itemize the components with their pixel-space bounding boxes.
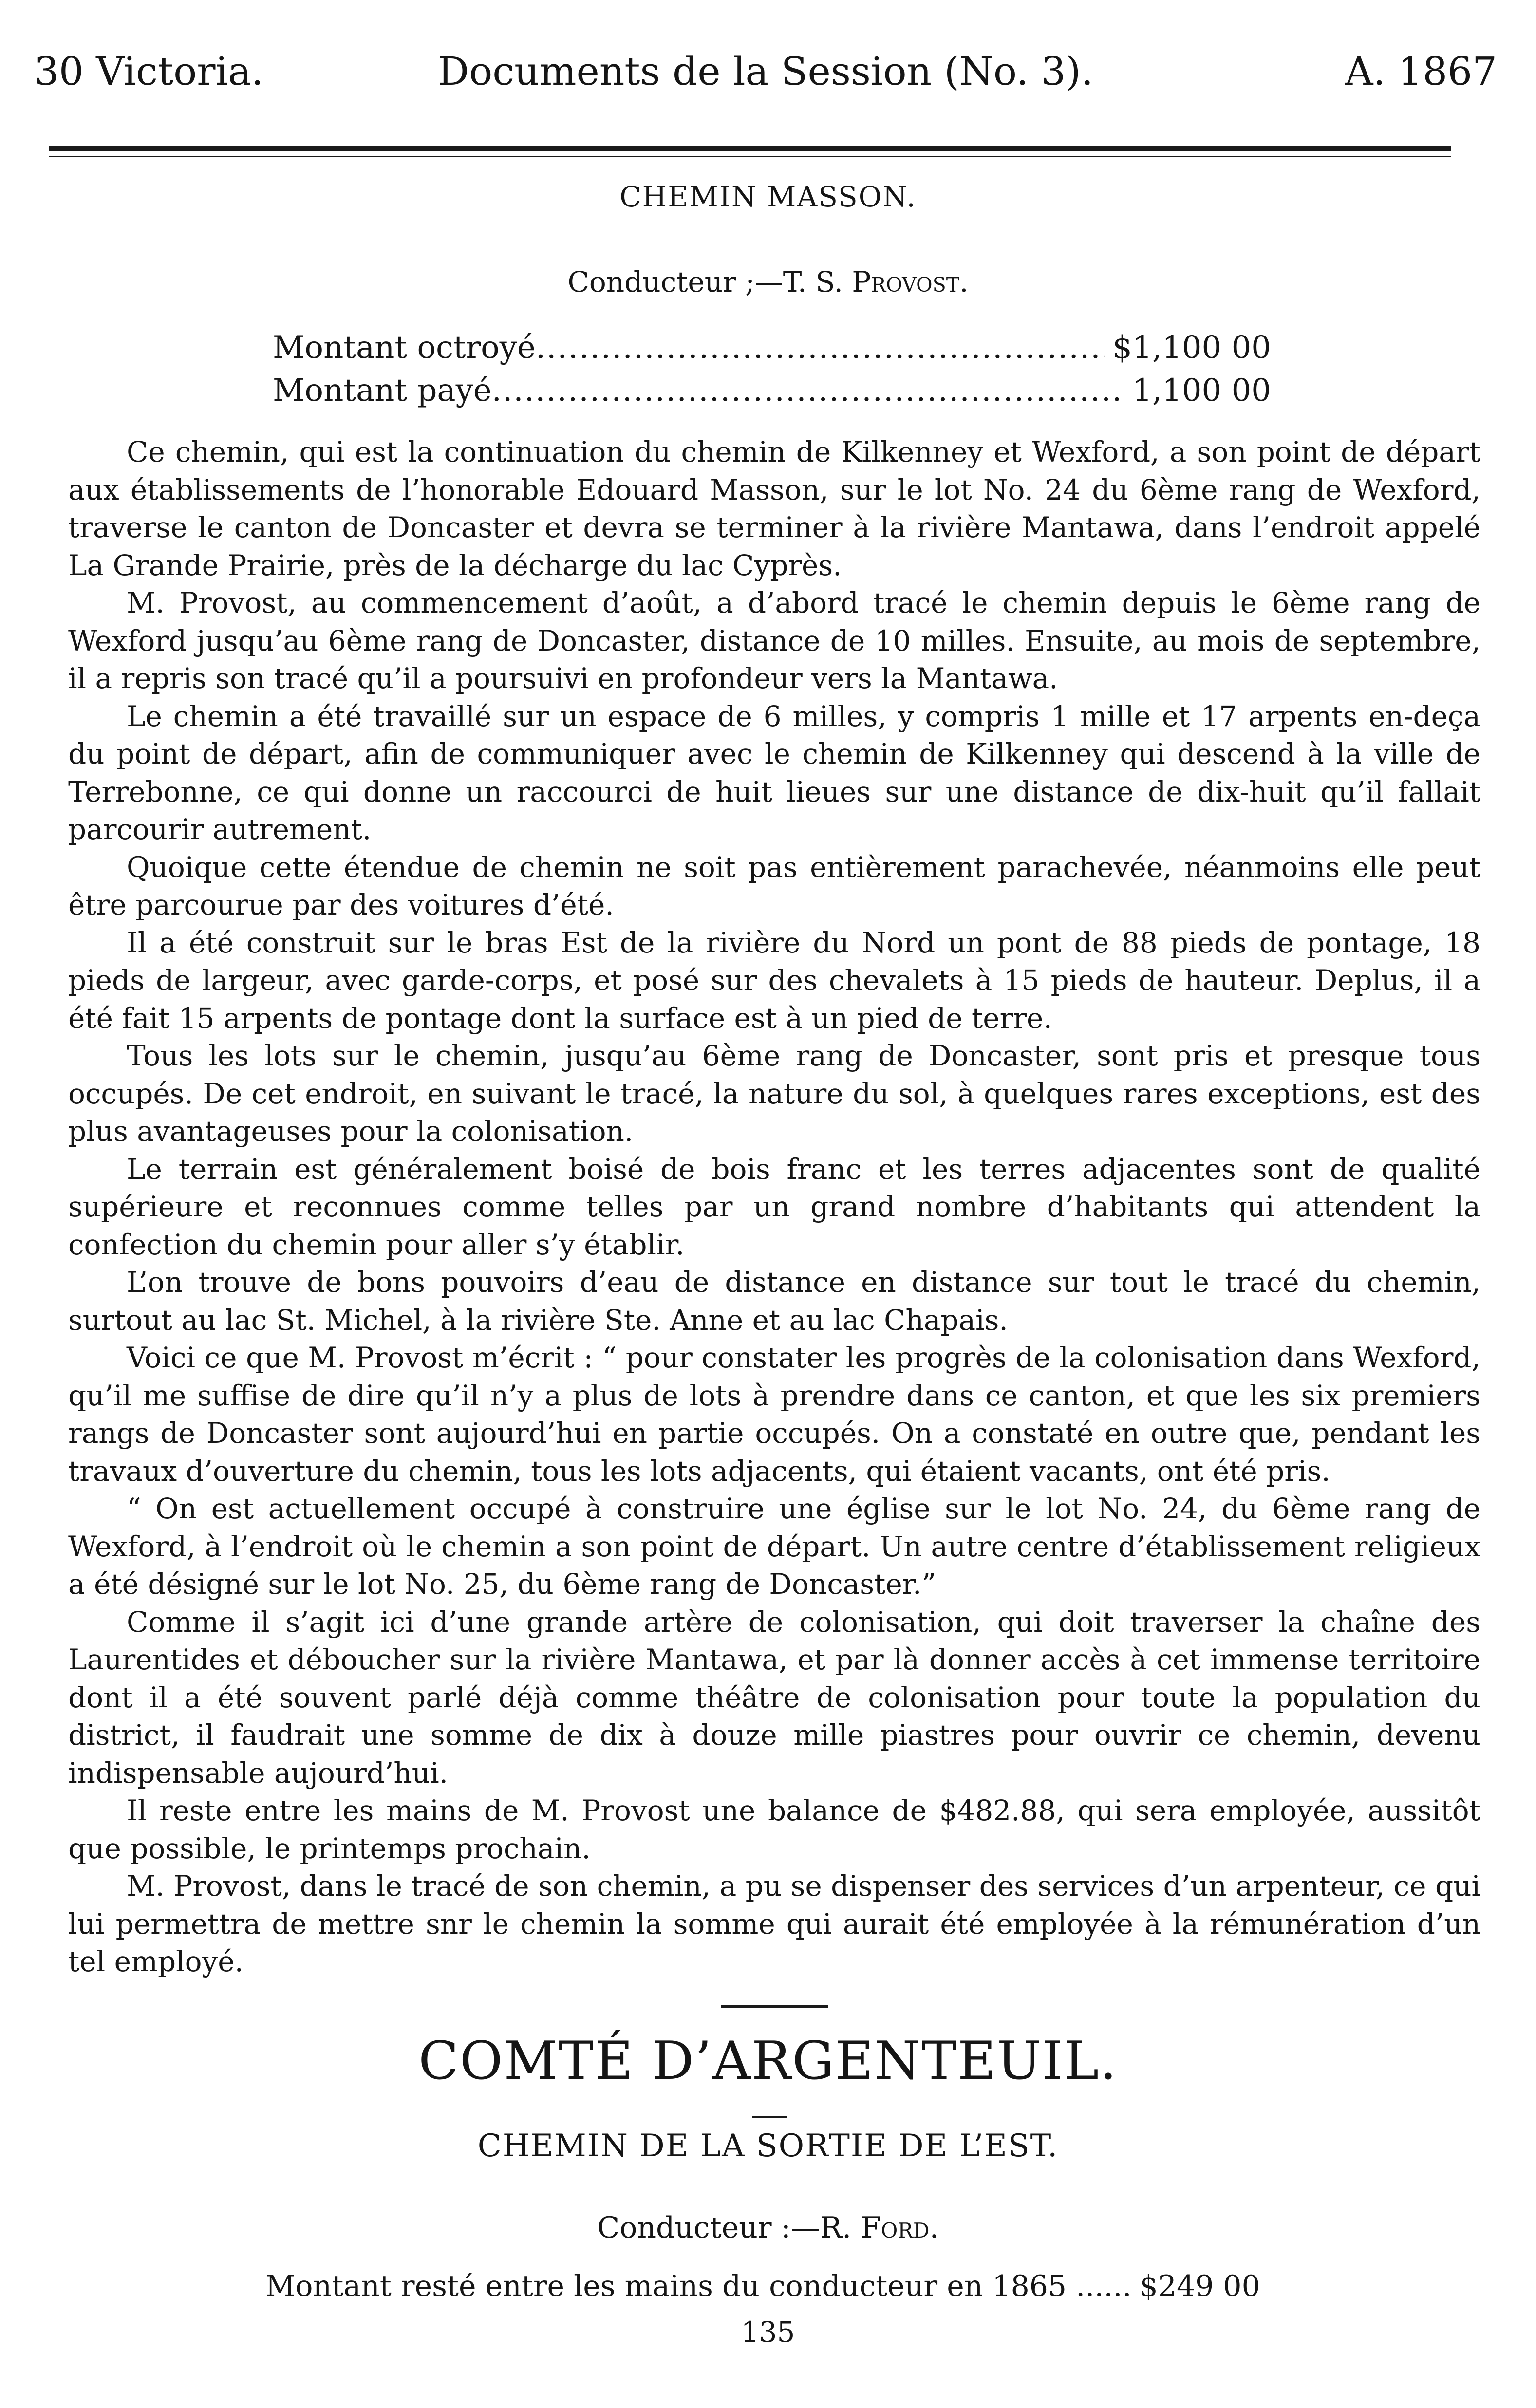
amount-label: Montant octroyé [273,330,536,366]
amounts-table [273,326,1271,412]
paragraph: “ On est actuellement occupé à construire une église sur le lot No. 24, du 6ème rang de Wexford, à l’endroit où le chemin a son point de départ. Un autre centre d’établissement religieux a été désigné sur le lot No. 25, du 6ème rang de Doncaster.” [68,1492,1480,1601]
header-rule-thick [49,146,1451,151]
conductor-name: Ford. [861,2211,939,2245]
amount-label: Montant resté entre les mains du conducteur en 1865 ...... [265,2269,1132,2303]
paragraph: Comme il s’agit ici d’une grande artère de colonisation, qui doit traverser la chaîne des Laurentides et déboucher sur la rivière Mantawa, et par là donner accès à cet immense territoire dont il a été souvent parlé déjà comme théâtre de colonisation pour toute la population du district, il faudrait une somme de dix à douze mille piastres pour ouvrir ce chemin, devenu indispensable aujourd’hui. [68,1605,1480,1790]
paragraph: Il a été construit sur le bras Est de la rivière du Nord un pont de 88 pieds de pontage, 18 pieds de largeur, avec garde-corps, et posé sur des chevalets à 15 pieds de hauteur. Deplus, il a été fait 15 arpents de pontage dont la surface est à un pied de terre. [68,926,1480,1035]
page-number: 135 [741,2315,795,2349]
paragraph: Il reste entre les mains de M. Provost une balance de $482.88, qui sera employée, aussitôt que possible, le printemps prochain. [68,1794,1480,1865]
header-document-title: Documents de la Session (No. 3). [437,49,1093,94]
running-header [34,45,1497,98]
section-divider [721,2005,828,2008]
paragraph: Ce chemin, qui est la continuation du chemin de Kilkenney et Wexford, a son point de départ aux établissements de l’honorable Edouard Masson, sur le lot No. 24 du 6ème rang de Wexford, traverse le canton de Doncaster et devra se terminer à la rivière Mantawa, dans l’endroit appelé La Grande Prairie, près de la décharge du lac Cyprès. [68,435,1480,582]
paragraph: M. Provost, dans le tracé de son chemin, a pu se dispenser des services d’un arpenteur, ce qui lui permettra de mettre snr le chemin la somme qui aurait été employée à la rémunération d’un tel employé. [68,1869,1480,1978]
leader-dots [536,326,1106,369]
paragraph: Quoique cette étendue de chemin ne soit pas entièrement parachevée, néanmoins elle peut être parcourue par des voitures d’été. [68,850,1480,921]
paragraph: Le chemin a été travaillé sur un espace de 6 milles, y compris 1 mille et 17 arpents en-deça du point de départ, afin de communiquer avec le chemin de Kilkenney qui descend à la ville de Terrebonne, ce qui donne un raccourci de huit lieues sur une distance de dix-huit qu’il fallait parcourir autrement. [68,699,1480,846]
amount-row-paid [273,369,1271,412]
conductor-line-ford [0,2211,1536,2245]
conductor-line-masson [0,265,1536,299]
body-text [68,433,1480,1981]
header-year: A. 1867 [1345,49,1497,94]
section-title-chemin-masson: CHEMIN MASSON. [619,180,917,213]
amount-row-granted [273,326,1271,369]
amount-value: 1,100 00 [1132,373,1271,409]
header-regnal-year: 30 Victoria. [34,49,264,94]
paragraph: M. Provost, au commencement d’août, a d’abord tracé le chemin depuis le 6ème rang de Wexford jusqu’au 6ème rang de Doncaster, distance de 10 milles. Ensuite, au mois de septembre, il a repris son tracé qu’il a poursuivi en profondeur vers la Mantawa. [68,586,1480,695]
paragraph: Voici ce que M. Provost m’écrit : “ pour constater les progrès de la colonisation dans Wexford, qu’il me suffise de dire qu’il n’y a plus de lots à prendre dans ce canton, et que les six premiers rangs de Doncaster sont aujourd’hui en partie occupés. On a constaté en outre que, pendant les travaux d’ouverture du chemin, tous les lots adjacents, qui étaient vacants, ont été pris. [68,1341,1480,1488]
conductor-label: Conducteur :—R. [597,2211,861,2245]
amount-value: $249 00 [1139,2269,1260,2303]
amount-value: $1,100 00 [1112,330,1271,366]
amount-label: Montant payé [273,373,492,409]
conductor-name: Provost. [852,265,969,299]
paragraph: L’on trouve de bons pouvoirs d’eau de distance en distance sur tout le tracé du chemin, surtout au lac St. Michel, à la rivière Ste. Anne et au lac Chapais. [68,1266,1480,1337]
amount-row-remaining [265,2269,1260,2303]
leader-dots [492,369,1125,412]
header-rule-thin [49,156,1451,157]
county-heading: COMTÉ D’ARGENTEUIL. [418,2031,1118,2091]
paragraph: Le terrain est généralement boisé de bois franc et les terres adjacentes sont de qualité supérieure et reconnues comme telles par un grand nombre d’habitants qui attendent la confection du chemin pour aller s’y établir. [68,1152,1480,1261]
section-title-chemin-sortie-est: CHEMIN DE LA SORTIE DE L’EST. [477,2128,1059,2164]
paragraph: Tous les lots sur le chemin, jusqu’au 6ème rang de Doncaster, sont pris et presque tous occupés. De cet endroit, en suivant le tracé, la nature du sol, à quelques rares exceptions, est des plus avantageuses pour la colonisation. [68,1039,1480,1148]
heading-divider [752,2116,787,2118]
conductor-label: Conducteur ;—T. S. [567,265,852,299]
